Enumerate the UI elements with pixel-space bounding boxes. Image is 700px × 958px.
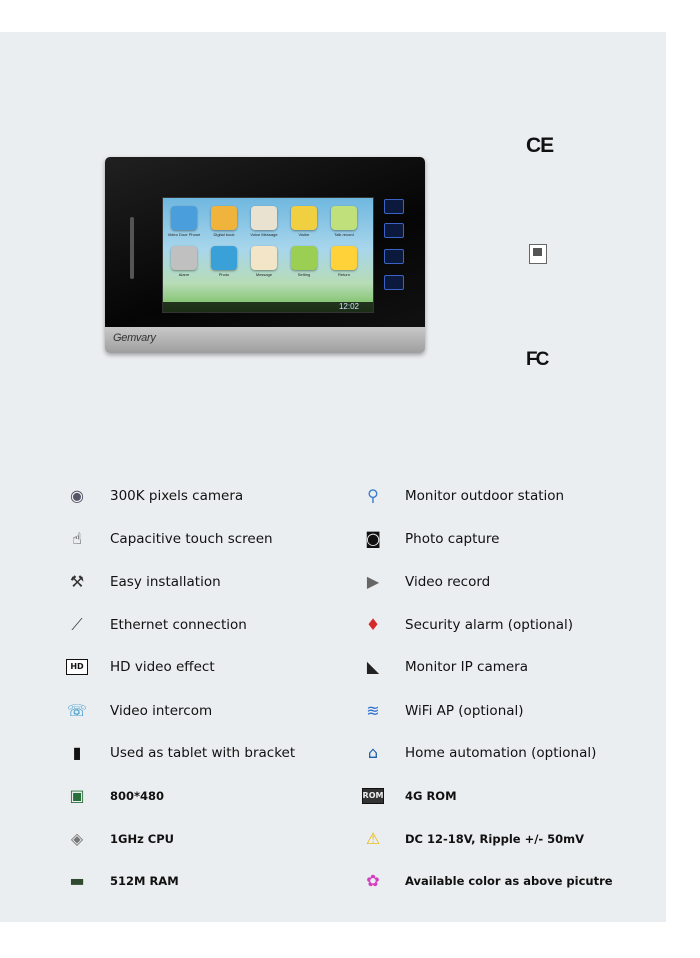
tablet-icon: ▮ xyxy=(72,743,82,762)
home-automation-icon: ⌂ xyxy=(367,743,379,762)
app-icon xyxy=(171,206,197,230)
app-icon xyxy=(331,206,357,230)
cpu-chip-icon: ◈ xyxy=(70,829,84,848)
app-icon xyxy=(211,246,237,270)
feature-label: Security alarm (optional) xyxy=(405,617,574,633)
app-icon xyxy=(291,206,317,230)
app-label: Video Door Phone xyxy=(167,232,201,237)
feature-item xyxy=(362,527,500,551)
cctv-camera-icon: ◣ xyxy=(366,657,380,676)
feature-item xyxy=(66,484,244,508)
feature-label: Used as tablet with bracket xyxy=(110,745,296,761)
app-icon xyxy=(331,246,357,270)
app-icon xyxy=(171,246,197,270)
feature-label: DC 12-18V, Ripple +/- 50mV xyxy=(405,832,585,846)
app-label: Return xyxy=(337,272,350,277)
app-label: Visitor xyxy=(298,232,310,237)
feature-item xyxy=(66,699,213,723)
hd-icon: HD xyxy=(66,659,88,675)
feature-item xyxy=(66,527,273,551)
feature-label: 512M RAM xyxy=(110,874,179,888)
feature-item xyxy=(362,655,528,679)
device-clock: 12:02 xyxy=(338,302,359,311)
feature-item xyxy=(66,570,221,594)
color-wheel-icon: ✿ xyxy=(366,871,380,890)
alarm-siren-icon: ♦ xyxy=(365,615,381,634)
indoor-monitor-device xyxy=(105,157,425,353)
feature-item xyxy=(362,869,613,893)
feature-label: Available color as above picutre xyxy=(405,874,613,888)
feature-label: 1GHz CPU xyxy=(110,832,174,846)
rom-chip-icon: ROM xyxy=(362,788,384,804)
high-voltage-icon: ⚠ xyxy=(365,829,381,848)
feature-label: 4G ROM xyxy=(405,789,457,803)
device-front-glass xyxy=(105,157,425,327)
app-icon xyxy=(251,206,277,230)
side-button-talk xyxy=(384,249,404,264)
feature-label: Monitor IP camera xyxy=(405,659,528,675)
certification-mark-icon xyxy=(529,244,547,264)
app-label: Digital book xyxy=(213,232,235,237)
feature-label: 300K pixels camera xyxy=(110,488,244,504)
app-label: Talk record xyxy=(334,232,354,237)
app-label: Setting xyxy=(297,272,311,277)
app-label: Message xyxy=(255,272,273,277)
ram-module-icon: ▬ xyxy=(69,871,85,890)
feature-label: HD video effect xyxy=(110,659,215,675)
feature-item xyxy=(362,741,597,765)
monitor-icon: ▣ xyxy=(69,786,85,805)
app-label: Voice Message xyxy=(250,232,278,237)
feature-label: 800*480 xyxy=(110,789,165,803)
feature-label: Ethernet connection xyxy=(110,617,247,633)
magnifier-icon: ⚲ xyxy=(367,486,379,505)
tools-icon: ⚒ xyxy=(69,572,85,591)
feature-item xyxy=(362,613,574,637)
feature-item xyxy=(362,484,565,508)
feature-item xyxy=(66,741,296,765)
feature-label: Photo capture xyxy=(405,531,500,547)
feature-item xyxy=(66,655,215,679)
speaker-slot xyxy=(130,217,134,279)
app-icon xyxy=(291,246,317,270)
intercom-icon: ☏ xyxy=(66,701,87,720)
touch-hand-icon: ☝ xyxy=(72,529,82,548)
side-button-unlock xyxy=(384,223,404,238)
side-button-monitor xyxy=(384,199,404,214)
feature-label: WiFi AP (optional) xyxy=(405,703,524,719)
feature-label: Video record xyxy=(405,574,491,590)
wifi-router-icon: ≋ xyxy=(366,701,380,720)
feature-item xyxy=(66,869,179,893)
feature-item xyxy=(66,613,247,637)
feature-item xyxy=(362,699,524,723)
side-button-menu xyxy=(384,275,404,290)
feature-label: Home automation (optional) xyxy=(405,745,597,761)
feature-item xyxy=(66,827,174,851)
feature-item xyxy=(66,784,165,808)
feature-item xyxy=(362,570,491,594)
app-icon xyxy=(251,246,277,270)
ethernet-cable-icon: ⟋ xyxy=(71,615,83,634)
feature-label: Monitor outdoor station xyxy=(405,488,565,504)
app-label: Photo xyxy=(218,272,230,277)
feature-label: Video intercom xyxy=(110,703,213,719)
feature-item xyxy=(362,784,457,808)
photo-camera-icon: ◙ xyxy=(365,529,381,548)
device-screen xyxy=(162,197,374,313)
video-camera-icon: ▶ xyxy=(366,572,380,591)
device-status-bar xyxy=(163,302,373,312)
ce-mark: CE xyxy=(526,134,554,157)
app-label: Alarm xyxy=(178,272,190,277)
camera-lens-icon: ◉ xyxy=(70,486,84,505)
feature-item xyxy=(362,827,585,851)
feature-label: Easy installation xyxy=(110,574,221,590)
fcc-mark: FC xyxy=(526,349,548,370)
app-icon xyxy=(211,206,237,230)
device-metal-strip xyxy=(105,327,425,353)
feature-label: Capacitive touch screen xyxy=(110,531,273,547)
brand-logo: Gemvary xyxy=(113,332,156,344)
